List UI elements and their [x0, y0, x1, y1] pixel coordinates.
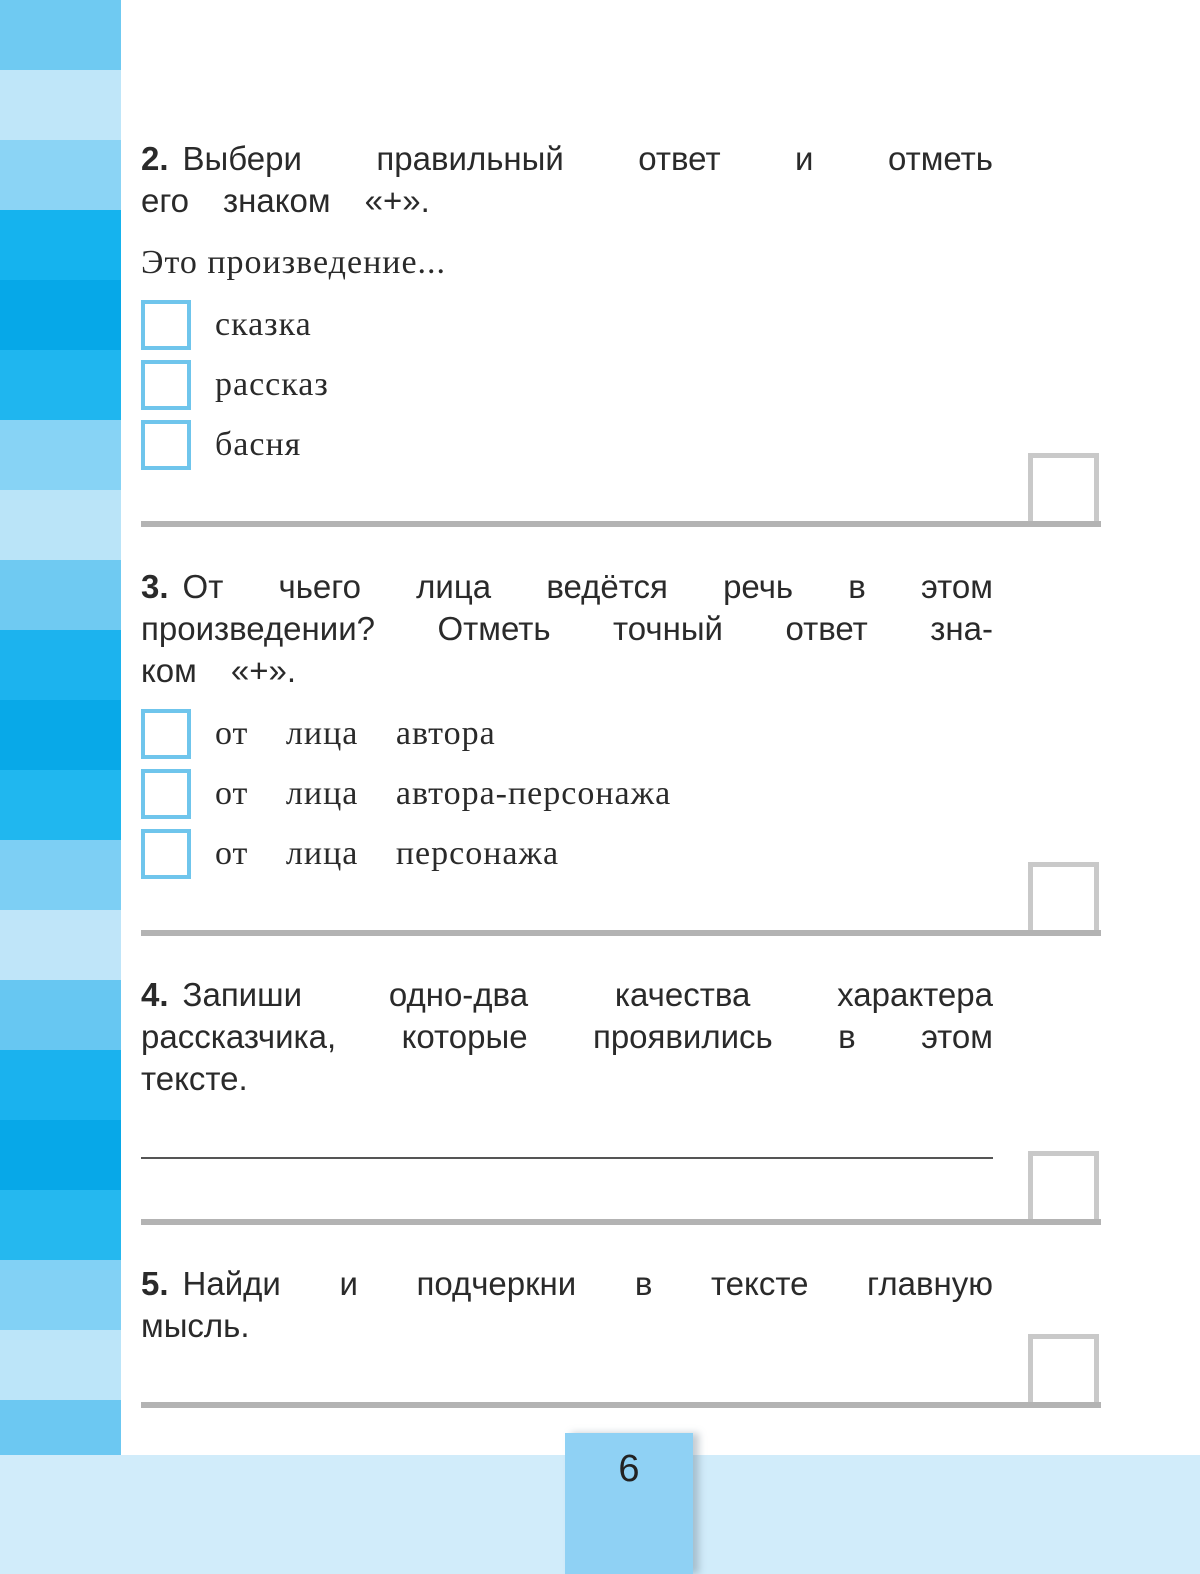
word: произведении? [141, 610, 375, 647]
first-word [141, 1263, 281, 1305]
stripe [0, 1190, 121, 1261]
first-word [141, 138, 302, 180]
option-label: басня [215, 426, 302, 463]
word: характера [837, 976, 993, 1013]
word: главную [867, 1265, 993, 1302]
stripe [0, 70, 121, 141]
option-row[interactable] [141, 417, 301, 473]
score-box[interactable] [1028, 1334, 1099, 1404]
word: ком [141, 652, 197, 689]
answer-line[interactable] [141, 1157, 993, 1159]
word: «+». [230, 652, 297, 689]
stripe [0, 210, 121, 281]
word: зна- [930, 610, 993, 647]
word: рассказчика, [141, 1018, 337, 1055]
stripe [0, 490, 121, 561]
question-3-text [141, 566, 993, 692]
stripe [0, 1050, 121, 1121]
text-line [141, 1016, 993, 1058]
stripe [0, 420, 121, 491]
score-box[interactable] [1028, 1151, 1099, 1221]
decorative-side-stripes [0, 0, 121, 1455]
answer-checkbox[interactable] [141, 420, 191, 470]
word: Отметь [437, 610, 551, 647]
score-box[interactable] [1028, 453, 1099, 523]
stripe [0, 1260, 121, 1331]
stripe [0, 140, 121, 211]
word: качества [614, 976, 751, 1013]
stripe [0, 700, 121, 771]
stripe [0, 840, 121, 911]
question-2-prompt: Это произведение... [141, 244, 447, 281]
answer-checkbox[interactable] [141, 709, 191, 759]
question-4-text [141, 974, 993, 1100]
word: «+». [364, 182, 430, 219]
word: и [339, 1265, 358, 1302]
stripe [0, 980, 121, 1051]
first-word [141, 566, 223, 608]
word: которые [401, 1018, 528, 1055]
word: правильный [376, 140, 564, 177]
word: этом [921, 1018, 993, 1055]
option-label: от лица персонажа [215, 835, 560, 872]
word: Запиши [182, 976, 303, 1013]
option-row[interactable] [141, 706, 496, 762]
option-label: сказка [215, 306, 312, 343]
word: тексте. [141, 1060, 248, 1097]
first-word [141, 974, 302, 1016]
word: мысль. [141, 1307, 250, 1344]
word: ведётся [546, 568, 668, 605]
word: тексте [710, 1265, 809, 1302]
answer-checkbox[interactable] [141, 769, 191, 819]
word: в [634, 1265, 653, 1302]
option-row[interactable] [141, 357, 329, 413]
section-divider [141, 930, 1101, 936]
word: знаком [223, 182, 331, 219]
text-line [141, 180, 993, 222]
question-number: 2. [141, 140, 169, 177]
stripe [0, 910, 121, 981]
option-label: от лица автора-персонажа [215, 775, 672, 812]
answer-checkbox[interactable] [141, 300, 191, 350]
word: этом [921, 568, 993, 605]
text-line [141, 650, 993, 692]
word: в [838, 1018, 856, 1055]
stripe [0, 280, 121, 351]
option-row[interactable] [141, 826, 559, 882]
word: Выбери [182, 140, 302, 177]
question-number: 3. [141, 568, 169, 605]
question-2-text [141, 138, 993, 222]
option-label: от лица автора [215, 715, 496, 752]
word: проявились [592, 1018, 773, 1055]
word: подчеркни [416, 1265, 577, 1302]
section-divider [141, 1402, 1101, 1408]
question-number: 5. [141, 1265, 169, 1302]
text-line [141, 1263, 993, 1305]
option-label: рассказ [215, 366, 329, 403]
answer-checkbox[interactable] [141, 360, 191, 410]
text-line [141, 1058, 993, 1100]
word: речь [723, 568, 794, 605]
word: ответ [638, 140, 721, 177]
word: ответ [785, 610, 868, 647]
word: в [848, 568, 866, 605]
page-number: 6 [618, 1448, 640, 1490]
section-divider [141, 1219, 1101, 1225]
word: его [141, 182, 190, 219]
stripe [0, 560, 121, 631]
word: Найди [182, 1265, 281, 1302]
text-line [141, 566, 993, 608]
stripe [0, 1120, 121, 1191]
stripe [0, 770, 121, 841]
stripe [0, 1330, 121, 1401]
text-line [141, 138, 993, 180]
option-row[interactable] [141, 766, 671, 822]
answer-checkbox[interactable] [141, 829, 191, 879]
stripe [0, 630, 121, 701]
word: точный [613, 610, 723, 647]
text-line [141, 1305, 993, 1347]
word: отметь [887, 140, 993, 177]
word: От [182, 568, 224, 605]
option-row[interactable] [141, 297, 312, 353]
section-divider [141, 521, 1101, 527]
stripe [0, 350, 121, 421]
word: одно-два [388, 976, 529, 1013]
word: чьего [278, 568, 361, 605]
stripe [0, 0, 121, 71]
question-5-text [141, 1263, 993, 1347]
word: лица [416, 568, 492, 605]
score-box[interactable] [1028, 862, 1099, 932]
question-number: 4. [141, 976, 169, 1013]
page-number-tab [565, 1433, 693, 1574]
text-line [141, 974, 993, 1016]
text-line [141, 608, 993, 650]
word: и [795, 140, 814, 177]
